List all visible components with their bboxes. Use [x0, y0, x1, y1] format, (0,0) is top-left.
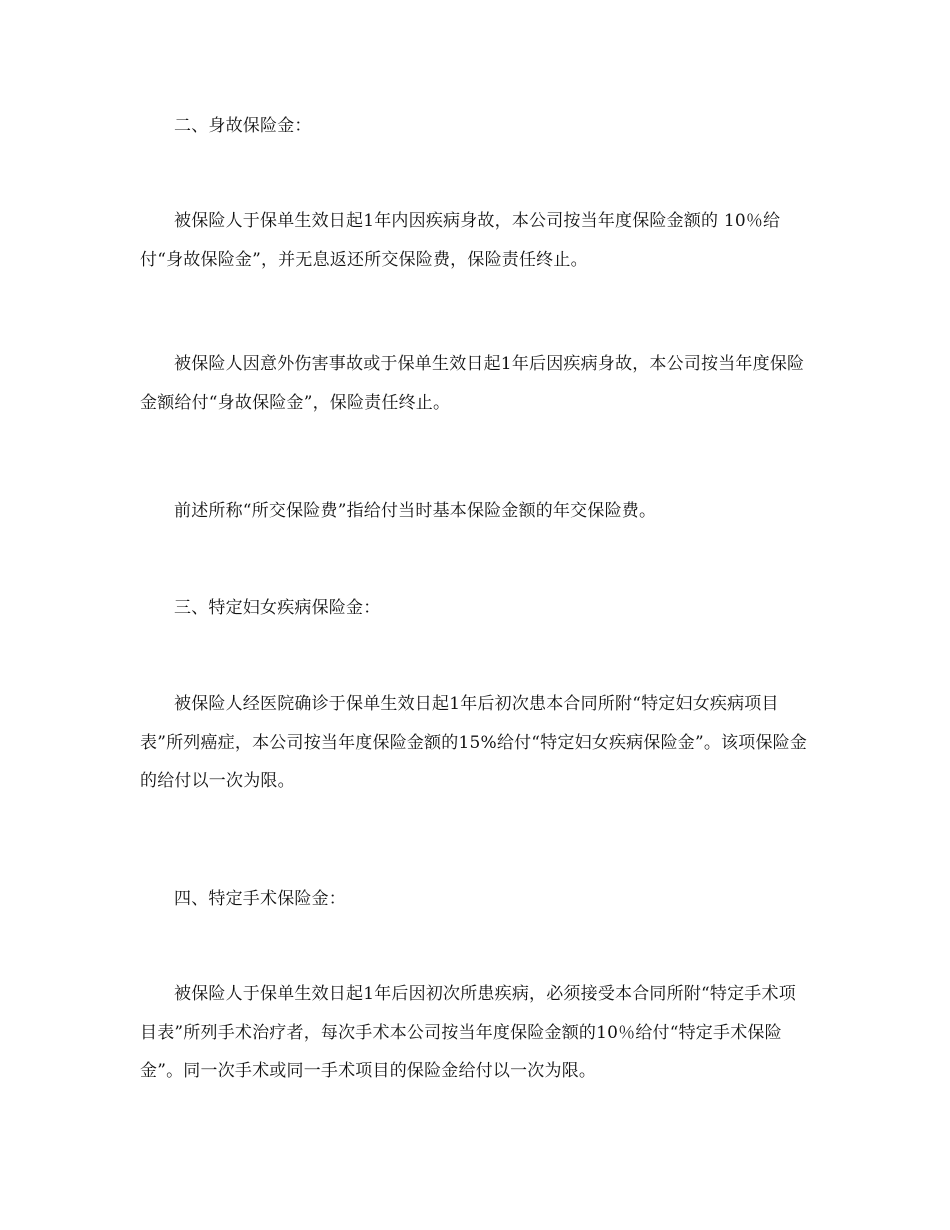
paragraph-surgery-benefit: 被保险人于保单生效日起1年后因初次所患疾病，必须接受本合同所附“特定手术项目表”所列手术治疗者，每次手术本公司按当年度保险金额的10％给付“特定手术保险金”。同一次手术或同一手术项目的保险金给付以一次为限。 — [140, 984, 796, 1081]
paragraph-female-disease-benefit: 被保险人经医院确诊于保单生效日起1年后初次患本合同所附“特定妇女疾病项目表”所列癌症，本公司按当年度保险金额的15%给付“特定妇女疾病保险金”。该项保险金的给付以一次为限。 — [140, 694, 808, 791]
paragraph-death-accident-or-after-one-year: 被保险人因意外伤害事故或于保单生效日起1年后因疾病身故，本公司按当年度保险金额给付“身故保险金”，保险责任终止。 — [140, 354, 805, 413]
paragraph-premium-definition: 前述所称“所交保险费”指给付当时基本保险金额的年交保险费。 — [174, 501, 657, 521]
paragraph-death-within-one-year: 被保险人于保单生效日起1年内因疾病身故，本公司按当年度保险金额的 10％给付“身故保险金”，并无息返还所交保险费，保险责任终止。 — [140, 211, 781, 270]
section-heading-surgery-benefit: 四、特定手术保险金： — [174, 889, 346, 909]
section-heading-female-disease-benefit: 三、特定妇女疾病保险金： — [174, 598, 381, 618]
section-heading-death-benefit: 二、身故保险金： — [174, 116, 312, 136]
